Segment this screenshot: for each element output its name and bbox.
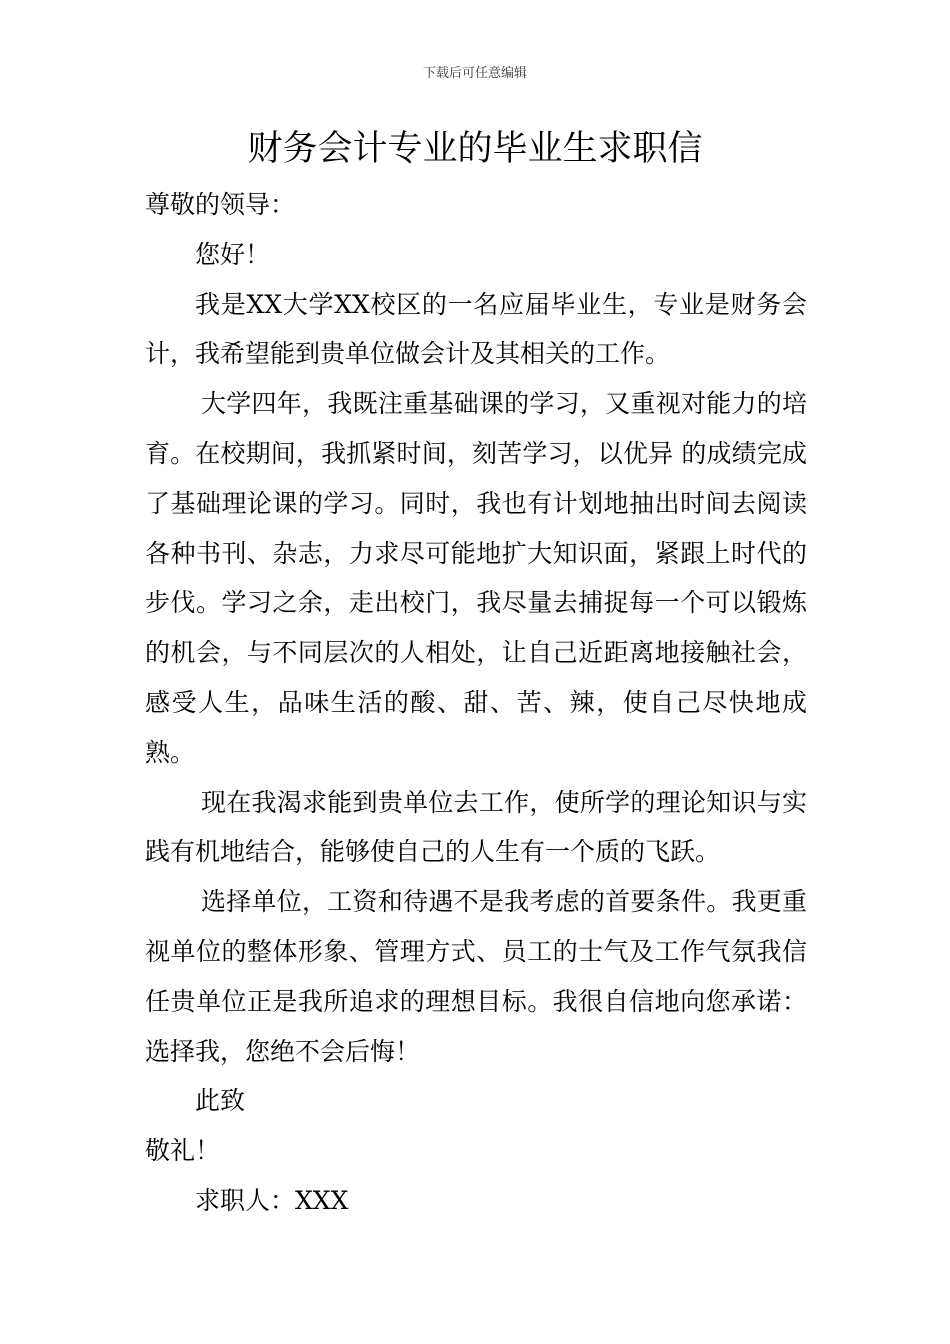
salutation: 尊敬的领导：: [145, 190, 296, 219]
header-note: 下载后可任意编辑: [422, 66, 527, 81]
greeting: 您好！: [195, 239, 271, 269]
paragraph-3: 现在我渴求能到贵单位去工作，使所学的理论知识与实践有机地结合，能够使自己的人生有一个质的飞跃。: [145, 787, 807, 867]
letter-body: [145, 180, 807, 1226]
document-title: 财务会计专业的毕业生求职信: [247, 129, 703, 169]
signature: 求职人：XXX: [195, 1185, 349, 1215]
paragraph-4: 选择单位，工资和待遇不是我考虑的首要条件。我更重视单位的整体形象、管理方式、员工的士气及工作气氛我信任贵单位正是我所追求的理想目标。我很自信地向您承诺：选择我，您绝不会后悔！: [145, 887, 807, 1066]
paragraph-2: 大学四年，我既注重基础课的学习，又重视对能力的培育。在校期间，我抓紧时间，刻苦学习，以优异 的成绩完成了基础理论课的学习。同时，我也有计划地抽出时间去阅读各种书刊、杂志，力求尽可能地扩大知识面，紧跟上时代的步伐。学习之余，走出校门，我尽量去捕捉每一个可以锻炼的机会，与不同层次的人相处，让自己近距离地接触社会，感受人生，品味生活的酸、甜、苦、辣，使自己尽快地成熟。: [145, 389, 807, 767]
regards: 敬礼！: [145, 1136, 221, 1166]
paragraph-1: 我是XX大学XX校区的一名应届毕业生，专业是财务会计，我希望能到贵单位做会计及其相关的工作。: [145, 289, 807, 369]
closing: 此致: [195, 1086, 246, 1116]
